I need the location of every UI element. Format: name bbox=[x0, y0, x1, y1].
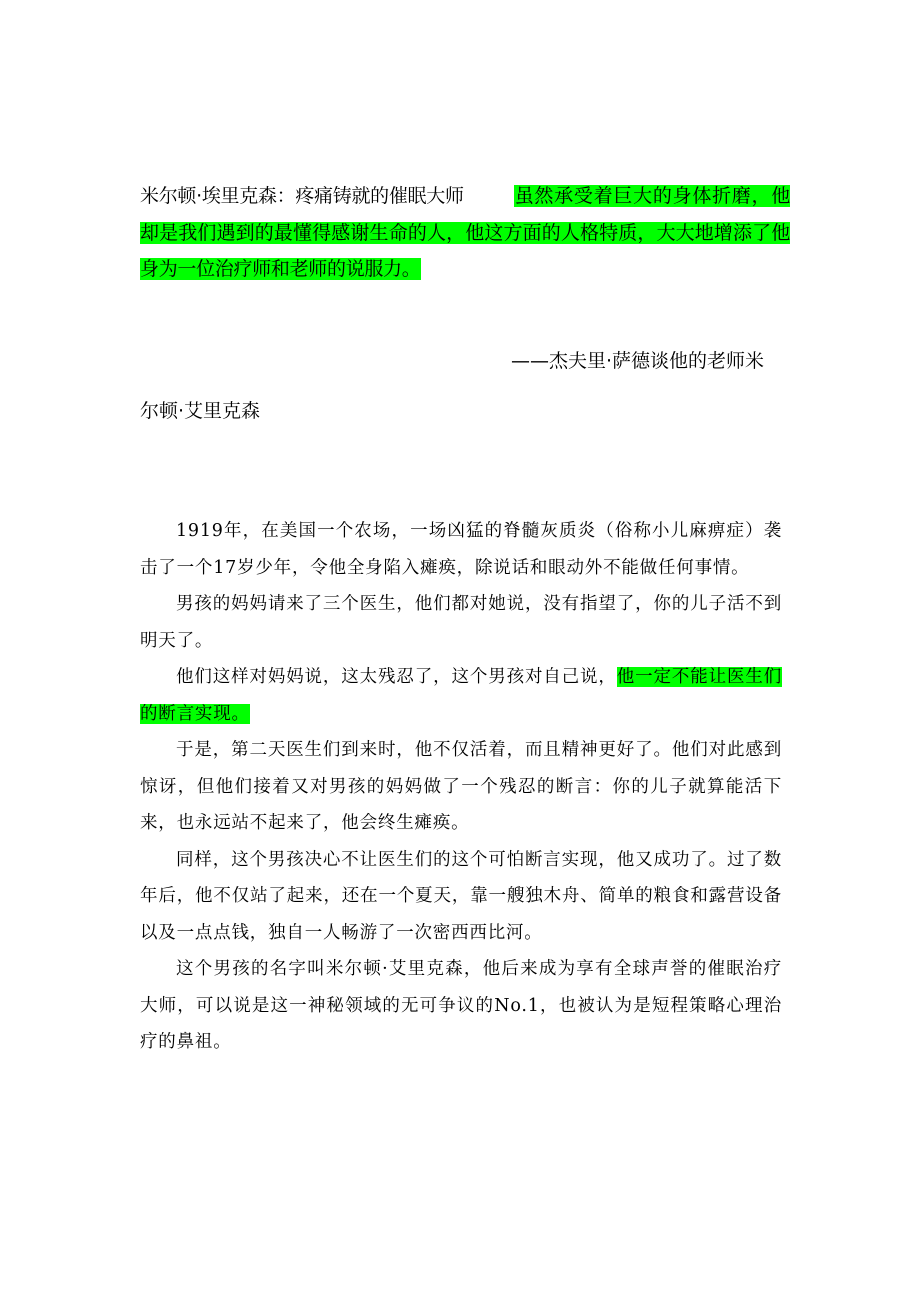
paragraph-4: 于是，第二天医生们到来时，他不仅活着，而且精神更好了。他们对此感到惊讶，但他们接着又对男孩的妈妈做了一个残忍的断言：你的儿子就算能活下来，也永远站不起来了，他会终生瘫痪。 bbox=[140, 740, 782, 833]
attribution-line-1: ——杰夫里·萨德谈他的老师米 bbox=[510, 350, 764, 372]
paragraph-1: 1919年，在美国一个农场，一场凶猛的脊髓灰质炎（俗称小儿麻痹症）袭击了一个17岁少年，令他全身陷入瘫痪，除说话和眼动外不能做任何事情。 bbox=[140, 521, 782, 578]
article-body bbox=[140, 513, 782, 1061]
paragraph-2: 男孩的妈妈请来了三个医生，他们都对她说，没有指望了，你的儿子活不到明天了。 bbox=[140, 594, 782, 651]
paragraph-6: 这个男孩的名字叫米尔顿·艾里克森，他后来成为享有全球声誉的催眠治疗大师，可以说是这一神秘领域的无可争议的No.1，也被认为是短程策略心理治疗的鼻祖。 bbox=[140, 959, 782, 1052]
paragraph-5: 同样，这个男孩决心不让医生们的这个可怕断言实现，他又成功了。过了数年后，他不仅站了起来，还在一个夏天，靠一艘独木舟、简单的粮食和露营设备以及一点点钱，独自一人畅游了一次密西西比河。 bbox=[140, 849, 782, 943]
paragraph-3-highlight: 他一定不能让医生们的断言实现。 bbox=[140, 667, 783, 724]
article-lead bbox=[140, 178, 790, 288]
epigraph-highlight: 虽然承受着巨大的身体折磨，他却是我们遇到的最懂得感谢生命的人，他这方面的人格特质，大大地增添了他身为一位治疗师和老师的说服力。 bbox=[140, 185, 790, 280]
attribution-line-2: 尔顿·艾里克森 bbox=[140, 400, 261, 422]
paragraph-3 bbox=[140, 659, 782, 732]
article-title: 米尔顿·埃里克森：疼痛铸就的催眠大师 bbox=[140, 185, 464, 207]
paragraph-3-text: 他们这样对妈妈说，这太残忍了，这个男孩对自己说， bbox=[176, 667, 617, 687]
